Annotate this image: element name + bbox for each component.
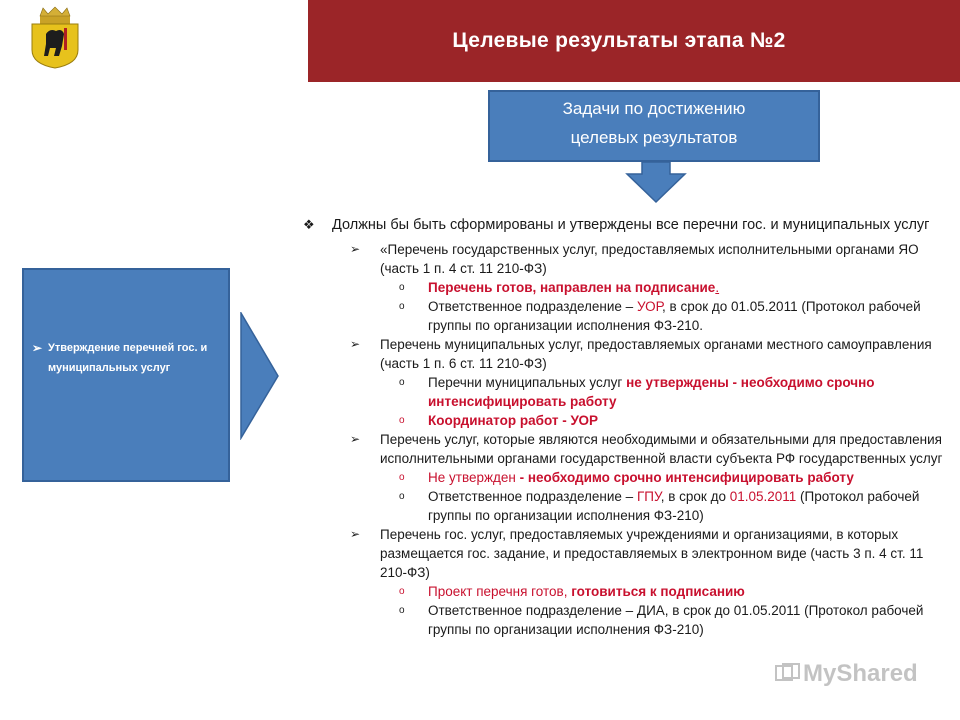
arrowhead-icon: ➢ — [350, 337, 361, 351]
responsible-text: Ответственное подразделение – ДИА, в срок до 01.05.2011 (Протокол рабочей группы по организации исполнения ФЗ-210) — [428, 603, 924, 637]
sub-item — [300, 373, 950, 411]
circle-icon: o — [399, 377, 405, 388]
approval-stage-box — [22, 268, 230, 482]
title-banner — [308, 0, 960, 82]
circle-icon: o — [399, 301, 405, 312]
list-item — [300, 335, 950, 373]
list-item — [300, 240, 950, 278]
status-text: Не утвержден — [428, 470, 516, 485]
sub-item — [300, 278, 950, 297]
status-text: Проект перечня готов, — [428, 584, 572, 599]
watermark-text: MyShared — [803, 660, 918, 687]
tasks-box-line1: Задачи по достижению — [562, 99, 746, 118]
tasks-box-line2: целевых результатов — [570, 128, 738, 147]
status-tail: . — [715, 280, 720, 295]
deadline-prefix: , в срок до — [660, 489, 730, 504]
diamond-clover-icon: ❖ — [303, 217, 315, 232]
arrowhead-icon: ➢ — [350, 242, 361, 256]
list-item — [300, 430, 950, 468]
main-point — [300, 215, 950, 235]
page-title: Целевые результаты этапа №2 — [452, 29, 786, 52]
watermark-logo — [775, 660, 918, 688]
responsible-prefix: Ответственное подразделение – — [428, 489, 637, 504]
main-point-text: Должны бы быть сформированы и утверждены все перечни гос. и муниципальных услуг — [332, 217, 930, 233]
circle-icon: o — [399, 605, 405, 616]
sub-item — [300, 468, 950, 487]
status-prefix: Перечни муниципальных услуг — [428, 375, 627, 390]
list-item-text: Перечень муниципальных услуг, предоставляемых органами местного самоуправления (часть 1 п. 6 ст. 11 210-ФЗ) — [380, 337, 932, 371]
responsible-unit: УОР — [636, 299, 663, 314]
list-item-text: Перечень услуг, которые являются необходимыми и обязательными для предоставления исполнительными органами государственной власти субъекта РФ государственных услуг — [380, 432, 943, 466]
arrowhead-icon: ➢ — [32, 341, 43, 355]
status-text: не утверждены - необходимо срочно интенсифицировать работу — [428, 375, 875, 409]
tasks-box — [488, 90, 820, 162]
right-arrow-icon — [240, 312, 280, 440]
sub-item — [300, 582, 950, 601]
sub-item — [300, 601, 950, 639]
slides-icon — [775, 663, 801, 683]
sub-item — [300, 411, 950, 430]
down-arrow-icon — [625, 162, 687, 204]
sub-item — [300, 487, 950, 525]
coat-of-arms-logo — [26, 4, 84, 70]
coordinator-text: Координатор работ - УОР — [428, 413, 599, 428]
list-item-text: Перечень гос. услуг, предоставляемых учреждениями и организациями, в которых размещается гос. задание, и предоставляемых в электронном виде (часть 3 п. 4 ст. 11 210-ФЗ) — [380, 527, 924, 580]
circle-icon: o — [399, 472, 405, 483]
circle-icon: o — [399, 491, 405, 502]
list-item — [300, 525, 950, 582]
responsible-prefix: Ответственное подразделение – — [428, 299, 637, 314]
deadline-date: 01.05.2011 — [729, 489, 797, 504]
status-emphasis: - необходимо срочно интенсифицировать работу — [515, 470, 854, 485]
status-text: Перечень готов, направлен на подписание — [428, 280, 716, 295]
circle-icon: o — [399, 282, 405, 293]
deadline-text: , в срок до 01.05.2011 (Протокол рабочей группы по организации исполнения ФЗ-210. — [428, 299, 921, 333]
approval-stage-label: Утверждение перечней гос. и муниципальных услуг — [48, 342, 208, 374]
list-item-text: «Перечень государственных услуг, предоставляемых исполнительными органами ЯО (часть 1 п. 4 ст. 11 210-ФЗ) — [380, 242, 919, 276]
status-emphasis: готовиться к подписанию — [571, 584, 745, 599]
arrowhead-icon: ➢ — [350, 432, 361, 446]
protocol-text: (Протокол рабочей группы по организации исполнения ФЗ-210) — [428, 489, 920, 523]
content-list — [300, 215, 950, 639]
arrowhead-icon: ➢ — [350, 527, 361, 541]
circle-icon: o — [399, 415, 405, 426]
sub-item — [300, 297, 950, 335]
circle-icon: o — [399, 586, 405, 597]
responsible-unit: ГПУ — [636, 489, 661, 504]
